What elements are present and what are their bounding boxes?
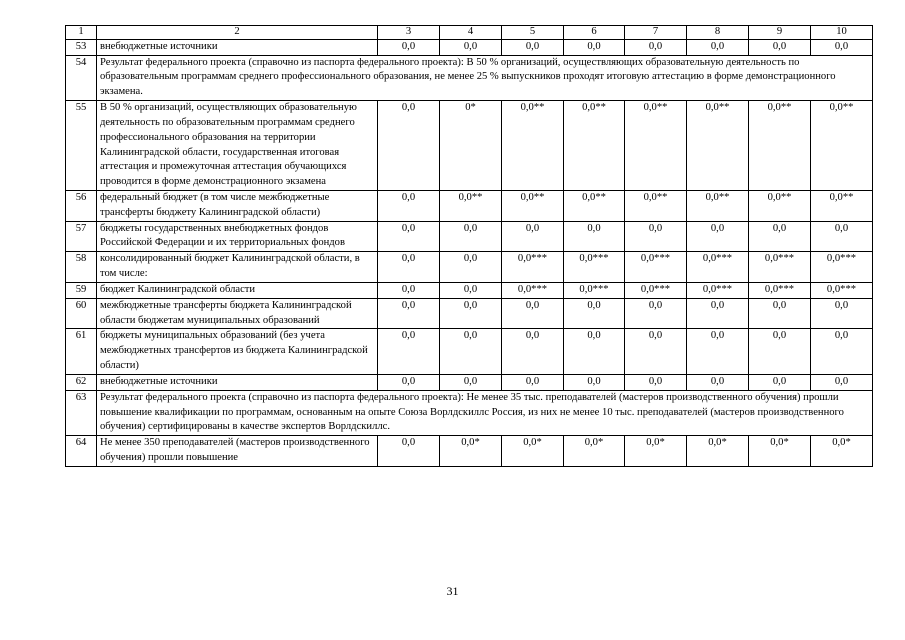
value-cell-col-9: 0,0 — [749, 221, 811, 252]
value-cell-col-6: 0,0* — [564, 436, 625, 467]
value-cell-col-6: 0,0 — [564, 329, 625, 374]
value-cell-col-6: 0,0 — [564, 39, 625, 55]
row-number: 57 — [66, 221, 97, 252]
value-cell-col-10: 0,0 — [811, 329, 873, 374]
column-number-9: 9 — [749, 26, 811, 40]
table-body — [66, 26, 873, 467]
value-cell-col-5: 0,0 — [502, 329, 564, 374]
column-number-5: 5 — [502, 26, 564, 40]
column-number-10: 10 — [811, 26, 873, 40]
value-cell-col-7: 0,0*** — [625, 252, 687, 283]
column-number-3: 3 — [378, 26, 440, 40]
value-cell-col-5: 0,0 — [502, 298, 564, 329]
value-cell-col-10: 0,0* — [811, 436, 873, 467]
value-cell-col-5: 0,0 — [502, 221, 564, 252]
value-cell-col-4: 0,0 — [440, 298, 502, 329]
value-cell-col-5: 0,0 — [502, 374, 564, 390]
value-cell-col-4: 0,0* — [440, 436, 502, 467]
row-number: 62 — [66, 374, 97, 390]
table-row — [66, 436, 873, 467]
value-cell-col-5: 0,0*** — [502, 252, 564, 283]
column-number-header-row — [66, 26, 873, 40]
row-label: федеральный бюджет (в том числе межбюджетные трансферты бюджету Калининградской области) — [97, 190, 378, 221]
value-cell-col-5: 0,0** — [502, 190, 564, 221]
table-row — [66, 101, 873, 191]
value-cell-col-7: 0,0* — [625, 436, 687, 467]
table-row — [66, 190, 873, 221]
row-label: бюджет Калининградской области — [97, 282, 378, 298]
value-cell-col-3: 0,0 — [378, 39, 440, 55]
row-label: бюджеты государственных внебюджетных фондов Российской Федерации и их территориальных фондов — [97, 221, 378, 252]
page-number: 31 — [446, 584, 459, 598]
value-cell-col-4: 0,0 — [440, 374, 502, 390]
value-cell-col-10: 0,0 — [811, 298, 873, 329]
row-number: 60 — [66, 298, 97, 329]
row-label: бюджеты муниципальных образований (без учета межбюджетных трансфертов из бюджета Калининградской области) — [97, 329, 378, 374]
value-cell-col-10: 0,0** — [811, 101, 873, 191]
table-row — [66, 282, 873, 298]
value-cell-col-7: 0,0 — [625, 39, 687, 55]
value-cell-col-9: 0,0** — [749, 101, 811, 191]
row-number: 64 — [66, 436, 97, 467]
federal-project-result-text: Результат федерального проекта (справочно из паспорта федерального проекта): В 50 % организаций, осуществляющих образовательную деятельность по образовательным программам среднего профессионального образования, не менее 25 % выпускников проходят итоговую аттестацию в форме демонстрационного экзамена. — [97, 55, 873, 100]
value-cell-col-3: 0,0 — [378, 329, 440, 374]
row-label: консолидированный бюджет Калининградской области, в том числе: — [97, 252, 378, 283]
column-number-1: 1 — [66, 26, 97, 40]
value-cell-col-9: 0,0 — [749, 329, 811, 374]
section-heading-row — [66, 55, 873, 100]
value-cell-col-10: 0,0*** — [811, 282, 873, 298]
value-cell-col-3: 0,0 — [378, 101, 440, 191]
table-row — [66, 329, 873, 374]
value-cell-col-4: 0,0 — [440, 282, 502, 298]
row-label: внебюджетные источники — [97, 374, 378, 390]
row-number: 63 — [66, 390, 97, 435]
value-cell-col-4: 0,0 — [440, 39, 502, 55]
federal-project-result-text: Результат федерального проекта (справочно из паспорта федерального проекта): Не менее 35 тыс. преподавателей (мастеров производственного обучения) прошли повышение квалификации по программам, основанным на опыте Союза Ворлдскиллс Россия, из них не менее 10 тыс. преподавателей (мастеров производственного обучения) сертифицированы в качестве экспертов Ворлдскиллс. — [97, 390, 873, 435]
table-row — [66, 39, 873, 55]
value-cell-col-9: 0,0*** — [749, 282, 811, 298]
column-number-6: 6 — [564, 26, 625, 40]
value-cell-col-8: 0,0 — [687, 329, 749, 374]
value-cell-col-4: 0,0** — [440, 190, 502, 221]
row-number: 58 — [66, 252, 97, 283]
column-number-2: 2 — [97, 26, 378, 40]
value-cell-col-8: 0,0 — [687, 298, 749, 329]
value-cell-col-7: 0,0** — [625, 190, 687, 221]
value-cell-col-3: 0,0 — [378, 221, 440, 252]
value-cell-col-7: 0,0*** — [625, 282, 687, 298]
value-cell-col-9: 0,0 — [749, 39, 811, 55]
table-row — [66, 298, 873, 329]
value-cell-col-3: 0,0 — [378, 436, 440, 467]
value-cell-col-9: 0,0 — [749, 298, 811, 329]
value-cell-col-8: 0,0** — [687, 190, 749, 221]
value-cell-col-6: 0,0 — [564, 221, 625, 252]
table-row — [66, 374, 873, 390]
value-cell-col-4: 0,0 — [440, 252, 502, 283]
value-cell-col-6: 0,0*** — [564, 282, 625, 298]
table-row — [66, 221, 873, 252]
value-cell-col-8: 0,0* — [687, 436, 749, 467]
row-number: 59 — [66, 282, 97, 298]
value-cell-col-8: 0,0 — [687, 221, 749, 252]
value-cell-col-10: 0,0 — [811, 39, 873, 55]
value-cell-col-3: 0,0 — [378, 282, 440, 298]
value-cell-col-9: 0,0* — [749, 436, 811, 467]
value-cell-col-4: 0,0 — [440, 221, 502, 252]
value-cell-col-5: 0,0* — [502, 436, 564, 467]
value-cell-col-3: 0,0 — [378, 374, 440, 390]
row-label: межбюджетные трансферты бюджета Калининградской области бюджетам муниципальных образований — [97, 298, 378, 329]
value-cell-col-9: 0,0** — [749, 190, 811, 221]
column-number-8: 8 — [687, 26, 749, 40]
value-cell-col-4: 0,0 — [440, 329, 502, 374]
row-label: Не менее 350 преподавателей (мастеров производственного обучения) прошли повышение — [97, 436, 378, 467]
value-cell-col-7: 0,0** — [625, 101, 687, 191]
row-number: 56 — [66, 190, 97, 221]
budget-table — [65, 25, 873, 467]
value-cell-col-5: 0,0** — [502, 101, 564, 191]
row-number: 54 — [66, 55, 97, 100]
row-number: 61 — [66, 329, 97, 374]
value-cell-col-6: 0,0*** — [564, 252, 625, 283]
value-cell-col-8: 0,0 — [687, 374, 749, 390]
value-cell-col-8: 0,0*** — [687, 282, 749, 298]
value-cell-col-10: 0,0** — [811, 190, 873, 221]
value-cell-col-4: 0* — [440, 101, 502, 191]
value-cell-col-10: 0,0*** — [811, 252, 873, 283]
column-number-4: 4 — [440, 26, 502, 40]
value-cell-col-8: 0,0 — [687, 39, 749, 55]
table-row — [66, 252, 873, 283]
value-cell-col-5: 0,0 — [502, 39, 564, 55]
value-cell-col-7: 0,0 — [625, 221, 687, 252]
value-cell-col-6: 0,0 — [564, 298, 625, 329]
value-cell-col-10: 0,0 — [811, 374, 873, 390]
value-cell-col-9: 0,0 — [749, 374, 811, 390]
value-cell-col-8: 0,0** — [687, 101, 749, 191]
value-cell-col-6: 0,0** — [564, 190, 625, 221]
value-cell-col-3: 0,0 — [378, 190, 440, 221]
value-cell-col-10: 0,0 — [811, 221, 873, 252]
value-cell-col-6: 0,0** — [564, 101, 625, 191]
value-cell-col-8: 0,0*** — [687, 252, 749, 283]
row-number: 53 — [66, 39, 97, 55]
value-cell-col-5: 0,0*** — [502, 282, 564, 298]
value-cell-col-7: 0,0 — [625, 329, 687, 374]
value-cell-col-7: 0,0 — [625, 374, 687, 390]
row-label: В 50 % организаций, осуществляющих образовательную деятельность по образовательным программам среднего профессионального образования на территории Калининградской области, государственная итоговая аттестация и промежуточная аттестация обучающихся проводится в форме демонстрационного экзамена — [97, 101, 378, 191]
value-cell-col-3: 0,0 — [378, 252, 440, 283]
value-cell-col-9: 0,0*** — [749, 252, 811, 283]
row-label: внебюджетные источники — [97, 39, 378, 55]
section-heading-row — [66, 390, 873, 435]
value-cell-col-6: 0,0 — [564, 374, 625, 390]
row-number: 55 — [66, 101, 97, 191]
value-cell-col-7: 0,0 — [625, 298, 687, 329]
column-number-7: 7 — [625, 26, 687, 40]
value-cell-col-3: 0,0 — [378, 298, 440, 329]
